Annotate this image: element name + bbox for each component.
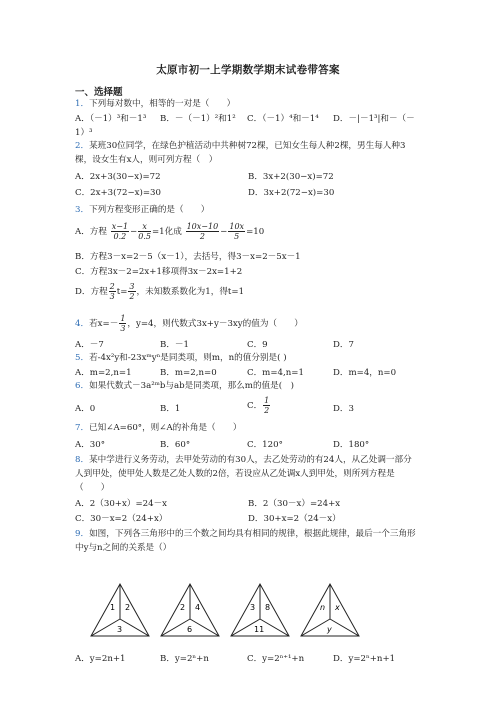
q4-option-c[interactable]: C．9: [247, 340, 268, 350]
triangle-figure-4: [298, 581, 362, 639]
triangle-figure-1: [88, 581, 152, 639]
q3-option-b[interactable]: B．方程3－x=2－5（x－1），去括号，得3－x=2－5x－1: [75, 252, 301, 262]
q1-option-d[interactable]: D．－|－1³|和－（－: [333, 114, 415, 124]
q9-option-c[interactable]: C．y=2ⁿ⁺¹+n: [247, 654, 305, 664]
q1-option-c[interactable]: C．（－1）⁴和－1⁴: [247, 114, 319, 124]
q6-option-d[interactable]: D．3: [333, 404, 354, 414]
q2-option-b[interactable]: B．3x+2(30−x)=72: [248, 172, 334, 182]
question-9-stem-cont: 中y与n之间的关系是（）: [75, 543, 172, 553]
q5-option-d[interactable]: D．m=4，n=0: [333, 368, 397, 378]
q6-option-a[interactable]: A．0: [75, 404, 96, 414]
question-1-stem: 1．下列每对数中，相等的一对是（ ）: [75, 99, 236, 109]
q5-option-c[interactable]: C．m=4,n=1: [247, 368, 304, 378]
q3-option-a[interactable]: A．方程 $\frac{x-1}{0.2}$ − $\frac{x}{0.5}$ =1化成 $\frac{10x-10}{2}$ − $\frac{10x}{5}$ =10: [75, 222, 265, 241]
q8-option-b[interactable]: B．2（30－x）=24+x: [248, 499, 341, 509]
q8-option-d[interactable]: D．30+x=2（24－x）: [248, 514, 341, 524]
triangle-4-right: x: [335, 603, 340, 612]
question-2-stem: 2．某班30位同学，在绿色护植活动中共种树72棵，已知女生每人种2棵，男生每人种3: [75, 141, 406, 151]
triangle-3-right: 8: [265, 603, 271, 612]
question-9-stem: 9．如图，下列各三角形中的三个数之间均具有相同的规律，根据此规律，最后一个三角形: [75, 529, 416, 539]
question-2-stem-cont: 棵，设女生有x人，则可列方程（ ）: [75, 155, 218, 165]
question-7-stem: 7．已知∠A=60°，则∠A的补角是（ ）: [75, 423, 242, 433]
triangle-4-bottom: y: [327, 625, 332, 634]
q7-option-a[interactable]: A．30°: [75, 440, 106, 450]
triangle-1-right: 2: [125, 603, 131, 612]
q8-option-c[interactable]: C．30－x=2（24+x）: [75, 514, 168, 524]
triangle-3-left: 3: [250, 603, 256, 612]
question-8-stem-cont: 人到甲处，使甲处人数是乙处人数的2倍，若设应从乙处调x人到甲处，则所列方程是: [75, 469, 395, 479]
q9-option-a[interactable]: A．y=2n+1: [75, 654, 126, 664]
q5-option-a[interactable]: A．m=2,n=1: [75, 368, 132, 378]
q4-option-d[interactable]: D．7: [333, 340, 354, 350]
q4-option-b[interactable]: B．－1: [160, 340, 189, 350]
question-5-stem: 5．若-4x²y和-23xᵐyⁿ是同类项，则m，n的值分别是( ): [75, 353, 287, 363]
q8-option-a[interactable]: A．2（30+x）=24－x: [75, 499, 168, 509]
triangle-4-left: n: [320, 603, 326, 612]
q3-option-d[interactable]: D．方程 $\frac{2}{3}$ t= $\frac{3}{2}$ ，未知数系数化为1，得t=1: [75, 282, 245, 301]
q4-option-a[interactable]: A．－7: [75, 340, 104, 350]
question-6-stem: 6．如果代数式－3a²ᵐb与ab是同类项，那么m的值是( ): [75, 381, 295, 391]
triangle-3-bottom: 11: [254, 625, 265, 634]
triangle-2-bottom: 6: [187, 625, 193, 634]
triangle-figure-3: [228, 581, 292, 639]
q3-option-c[interactable]: C．方程3x－2=2x+1移项得3x－2x=1+2: [75, 267, 243, 277]
q5-option-b[interactable]: B．m=2,n=0: [160, 368, 217, 378]
question-3-stem: 3．下列方程变形正确的是（ ）: [75, 205, 210, 215]
section-heading: 一、选择题: [75, 87, 123, 98]
document-title: 太原市初一上学期数学期末试卷带答案: [156, 64, 340, 76]
q1-option-d-cont: 1）³: [75, 128, 93, 138]
triangle-2-left: 2: [180, 603, 186, 612]
q7-option-d[interactable]: D．180°: [333, 440, 370, 450]
question-8-stem: 8．某中学进行义务劳动，去甲处劳动的有30人，去乙处劳动的有24人，从乙处调一部分: [75, 455, 412, 465]
q1-option-b[interactable]: B．－（－1）²和1²: [160, 114, 236, 124]
question-8-stem-end: （ ）: [75, 483, 110, 493]
q7-option-c[interactable]: C．120°: [247, 440, 283, 450]
q6-option-b[interactable]: B．1: [160, 404, 181, 414]
q2-option-d[interactable]: D．3x+2(72−x)=30: [248, 188, 335, 198]
triangle-2-right: 4: [195, 603, 201, 612]
triangle-figure-2: [158, 581, 222, 639]
q1-option-a[interactable]: A．（－1）³和－1³: [75, 114, 147, 124]
q9-option-b[interactable]: B．y=2ⁿ+n: [160, 654, 209, 664]
q9-option-d[interactable]: D．y=2ⁿ+n+1: [333, 654, 396, 664]
q2-option-a[interactable]: A．2x+3(30−x)=72: [75, 172, 161, 182]
question-4-stem: 4．若x=－ $\frac{1}{3}$ ，y=4，则代数式3x+y－3xy的值为（ ）: [75, 314, 303, 333]
triangle-1-bottom: 3: [117, 625, 123, 634]
q7-option-b[interactable]: B．60°: [160, 440, 191, 450]
q2-option-c[interactable]: C．2x+3(72−x)=30: [75, 188, 161, 198]
triangle-1-left: 1: [110, 603, 116, 612]
q6-option-c[interactable]: C． $\frac{1}{2}$: [247, 396, 270, 415]
